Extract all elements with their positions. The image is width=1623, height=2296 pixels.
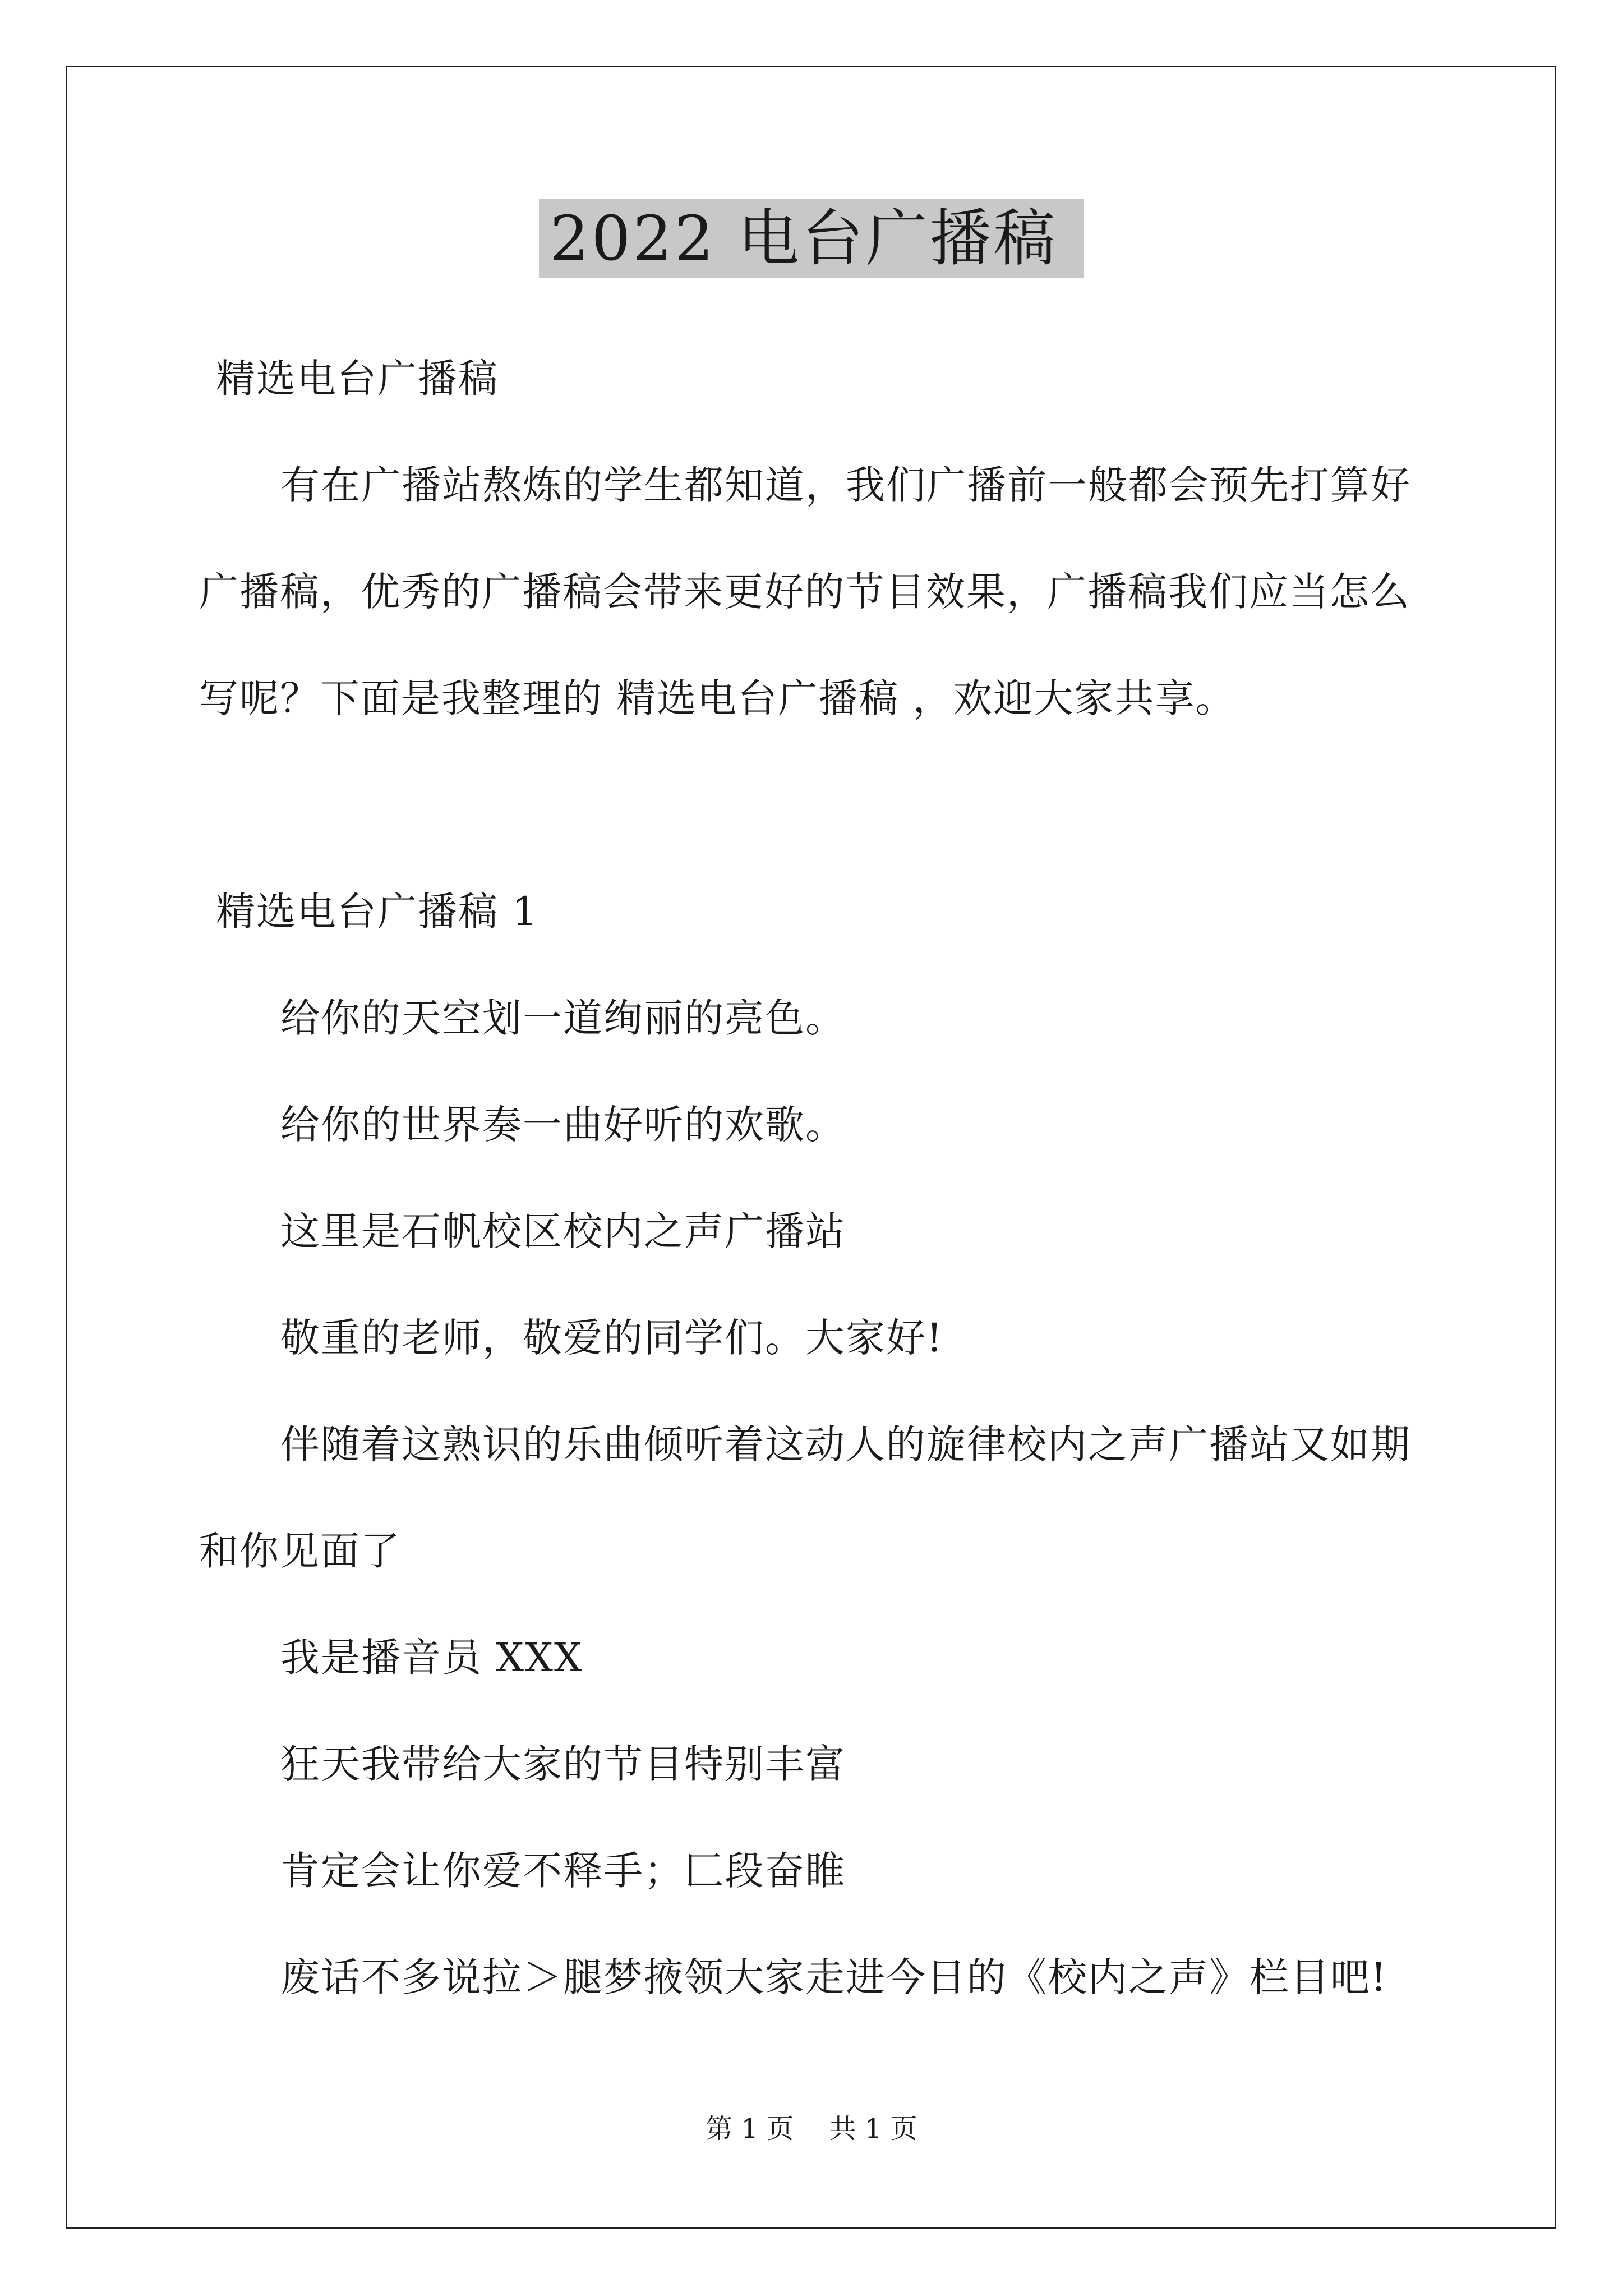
page-footer [0, 2112, 1623, 2146]
section-heading-1: 精选电台广播稿 1 [216, 889, 538, 935]
paragraph-line: 敬重的老师，敬爱的同学们。大家好! [280, 1315, 944, 1361]
paragraph-line: 写呢？下面是我整理的 精选电台广播稿 ，欢迎大家共享。 [199, 675, 1236, 721]
paragraph-line: 给你的天空划一道绚丽的亮色。 [280, 995, 846, 1041]
paragraph-line: 和你见面了 [199, 1528, 401, 1574]
paragraph-line: 给你的世界奏一曲好听的欢歌。 [280, 1102, 846, 1148]
paragraph-line: 我是播音员 XXX [280, 1635, 583, 1681]
paragraph-line: 伴随着这熟识的乐曲倾听着这动人的旋律校内之声广播站又如期 [280, 1421, 1411, 1467]
page-number: 第 1 页 [706, 2113, 794, 2145]
paragraph-line: 肯定会让你爱不释手；匚段奋睢 [280, 1848, 846, 1894]
title-wrap [0, 199, 1623, 278]
paragraph-line: 这里是石帆校区校内之声广播站 [280, 1208, 846, 1254]
page-total: 共 1 页 [829, 2113, 917, 2145]
section-heading-intro: 精选电台广播稿 [216, 356, 499, 402]
paragraph-line: 废话不多说拉＞腿梦掖领大家走进今日的《校内之声》栏目吧! [280, 1954, 1388, 2000]
paragraph-line: 狂天我带给大家的节目特别丰富 [280, 1741, 846, 1787]
paragraph-line: 广播稿，优秀的广播稿会带来更好的节目效果，广播稿我们应当怎么 [199, 569, 1410, 615]
document-title: 2022 电台广播稿 [539, 199, 1085, 278]
paragraph-line: 有在广播站熬炼的学生都知道，我们广播前一般都会预先打算好 [280, 462, 1411, 508]
